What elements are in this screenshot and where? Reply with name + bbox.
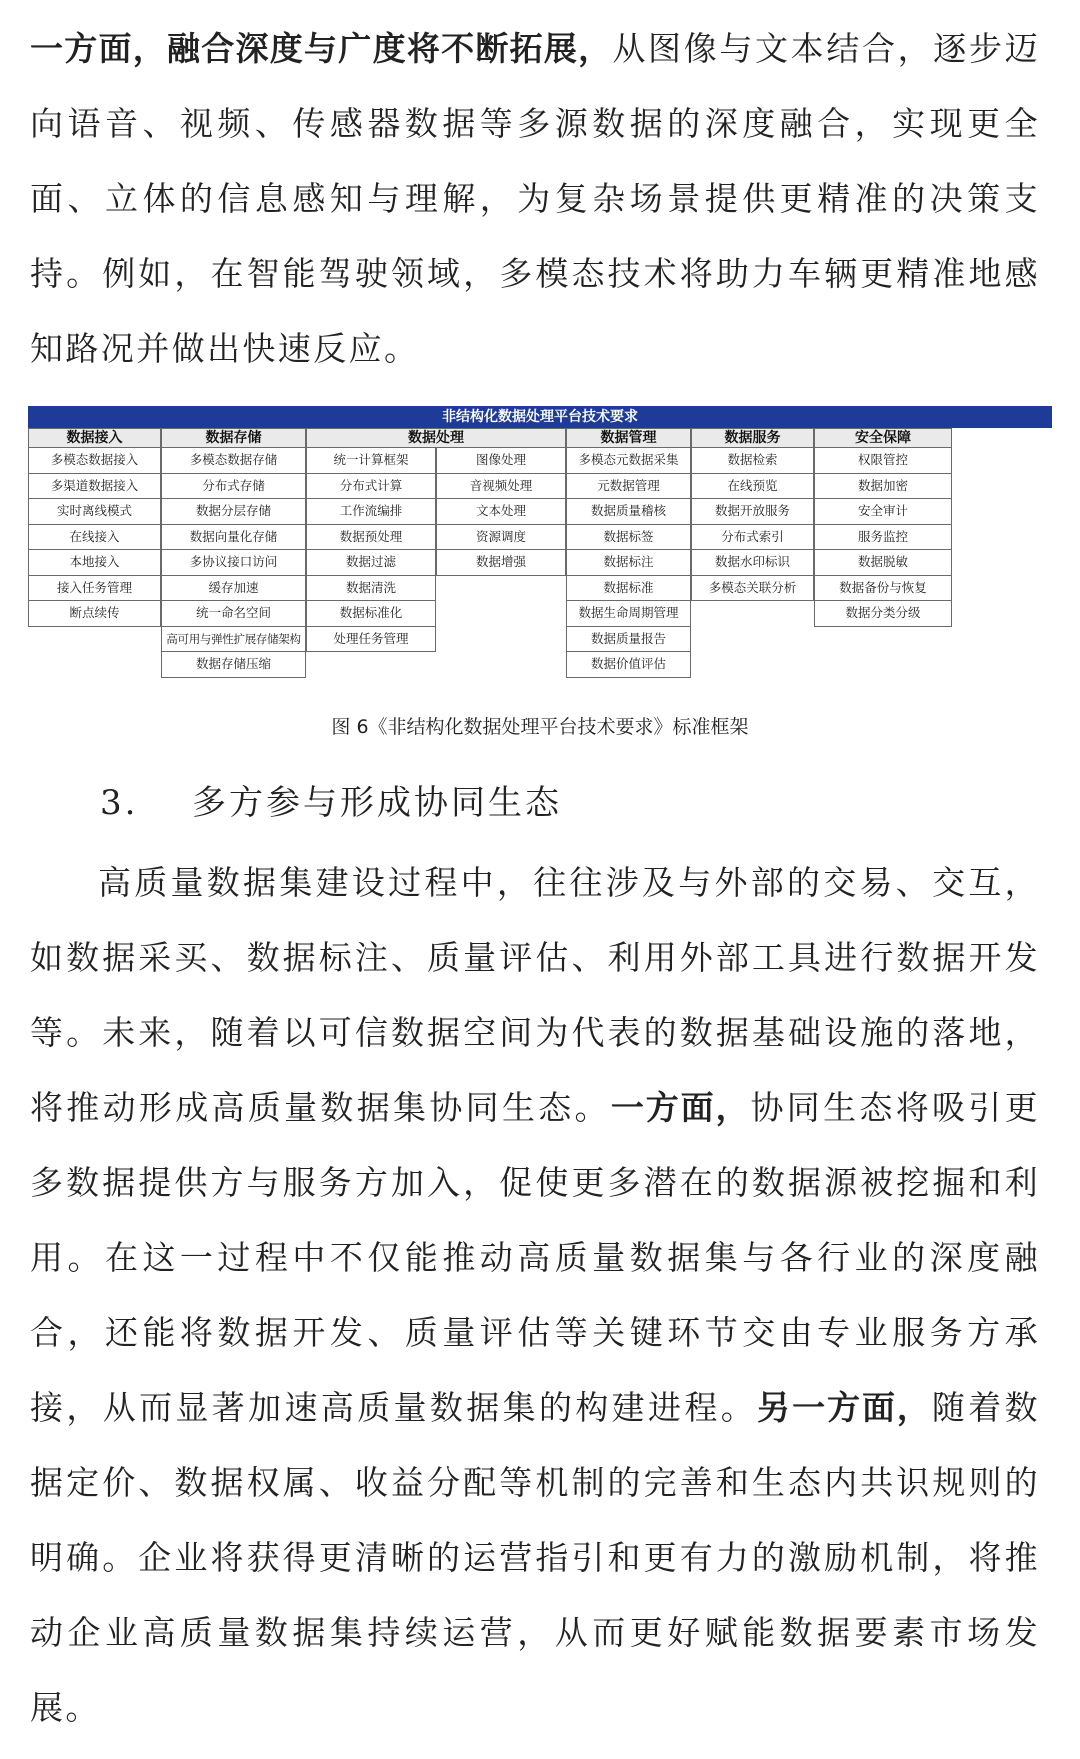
table-cell: 分布式索引 <box>691 525 814 551</box>
table-cell: 数据检索 <box>691 448 814 474</box>
table-cell: 数据备份与恢复 <box>814 576 952 602</box>
header-data-storage: 数据存储 <box>161 428 306 448</box>
table-cell: 安全审计 <box>814 499 952 525</box>
table-cell: 数据水印标识 <box>691 550 814 576</box>
section-number: 3. <box>100 783 139 823</box>
table-cell: 数据质量稽核 <box>566 499 691 525</box>
intro-bold-lead: 一方面，融合深度与广度将不断拓展， <box>30 29 613 68</box>
table-cell: 分布式计算 <box>306 474 436 500</box>
table-cell: 数据标准化 <box>306 601 436 627</box>
table-cell: 断点续传 <box>28 601 161 627</box>
table-cell: 数据加密 <box>814 474 952 500</box>
table-cell: 在线接入 <box>28 525 161 551</box>
table-cell: 数据分层存储 <box>161 499 306 525</box>
column-data-storage <box>161 448 306 678</box>
table-cell: 统一计算框架 <box>306 448 436 474</box>
column-data-processing-b <box>436 448 566 576</box>
table-cell: 权限管控 <box>814 448 952 474</box>
table-cell: 数据质量报告 <box>566 627 691 653</box>
table-cell: 数据清洗 <box>306 576 436 602</box>
table-cell: 资源调度 <box>436 525 566 551</box>
table-cell: 多模态关联分析 <box>691 576 814 602</box>
body-bold-a: 一方面， <box>610 1088 751 1127</box>
table-cell: 音视频处理 <box>436 474 566 500</box>
table-cell: 图像处理 <box>436 448 566 474</box>
column-security <box>814 448 952 627</box>
table-cell: 数据存储压缩 <box>161 652 306 678</box>
section-heading <box>100 775 562 824</box>
figure-caption: 图 6《非结构化数据处理平台技术要求》标准框架 <box>331 716 749 738</box>
table-cell: 多模态数据存储 <box>161 448 306 474</box>
table-cell: 多模态数据接入 <box>28 448 161 474</box>
table-cell: 数据增强 <box>436 550 566 576</box>
header-security: 安全保障 <box>814 428 952 448</box>
table-cell: 数据标准 <box>566 576 691 602</box>
framework-figure <box>28 406 1052 678</box>
table-cell: 接入任务管理 <box>28 576 161 602</box>
table-cell: 数据标注 <box>566 550 691 576</box>
intro-text: 从图像与文本结合，逐步迈向语音、视频、传感器数据等多源数据的深度融合，实现更全面、立体的信息感知与理解，为复杂场景提供更精准的决策支持。例如，在智能驾驶领域，多模态技术将助力车辆更精准地感知路况并做出快速反应。 <box>30 29 1040 368</box>
body-bold-b: 另一方面， <box>757 1388 932 1427</box>
table-cell: 工作流编排 <box>306 499 436 525</box>
table-cell: 元数据管理 <box>566 474 691 500</box>
table-cell: 缓存加速 <box>161 576 306 602</box>
table-cell: 高可用与弹性扩展存储架构 <box>161 627 306 653</box>
intro-paragraph <box>30 11 1040 386</box>
section-title: 多方参与形成协同生态 <box>192 783 562 823</box>
table-cell: 数据分类分级 <box>814 601 952 627</box>
column-data-service <box>691 448 814 601</box>
table-cell: 数据脱敏 <box>814 550 952 576</box>
table-cell: 在线预览 <box>691 474 814 500</box>
table-cell: 多模态元数据采集 <box>566 448 691 474</box>
header-data-ingest: 数据接入 <box>28 428 161 448</box>
header-data-service: 数据服务 <box>691 428 814 448</box>
figure-title: 非结构化数据处理平台技术要求 <box>28 406 1052 428</box>
table-cell: 统一命名空间 <box>161 601 306 627</box>
table-cell: 数据生命周期管理 <box>566 601 691 627</box>
table-cell: 数据过滤 <box>306 550 436 576</box>
header-data-processing: 数据处理 <box>306 428 566 448</box>
table-cell: 多渠道数据接入 <box>28 474 161 500</box>
table-cell: 数据价值评估 <box>566 652 691 678</box>
body-text-b: 协同生态将吸引更多数据提供方与服务方加入，促使更多潜在的数据源被挖掘和利用。在这一过程中不仅能推动高质量数据集与各行业的深度融合，还能将数据开发、质量评估等关键环节交由专业服务方承接，从而显著加速高质量数据集的构建进程。 <box>30 1088 1041 1427</box>
table-cell: 数据标签 <box>566 525 691 551</box>
table-cell: 数据开放服务 <box>691 499 814 525</box>
column-data-management <box>566 448 691 678</box>
column-data-processing-a <box>306 448 436 652</box>
table-cell: 实时离线模式 <box>28 499 161 525</box>
header-data-management: 数据管理 <box>566 428 691 448</box>
table-cell: 数据预处理 <box>306 525 436 551</box>
body-paragraph <box>30 845 1040 1745</box>
body-text-c: 随着数据定价、数据权属、收益分配等机制的完善和生态内共识规则的明确。企业将获得更清晰的运营指引和更有力的激励机制，将推动企业高质量数据集持续运营，从而更好赋能数据要素市场发展。 <box>30 1388 1041 1727</box>
table-cell: 本地接入 <box>28 550 161 576</box>
table-cell: 服务监控 <box>814 525 952 551</box>
table-cell: 文本处理 <box>436 499 566 525</box>
body-text-a: 高质量数据集建设过程中，往往涉及与外部的交易、交互，如数据采买、数据标注、质量评估、利用外部工具进行数据开发等。未来，随着以可信数据空间为代表的数据基础设施的落地，将推动形成高质量数据集协同生态。 <box>30 863 1040 1127</box>
table-cell: 多协议接口访问 <box>161 550 306 576</box>
table-cell: 分布式存储 <box>161 474 306 500</box>
table-cell: 数据向量化存储 <box>161 525 306 551</box>
column-data-ingest <box>28 448 161 627</box>
table-cell: 处理任务管理 <box>306 627 436 653</box>
